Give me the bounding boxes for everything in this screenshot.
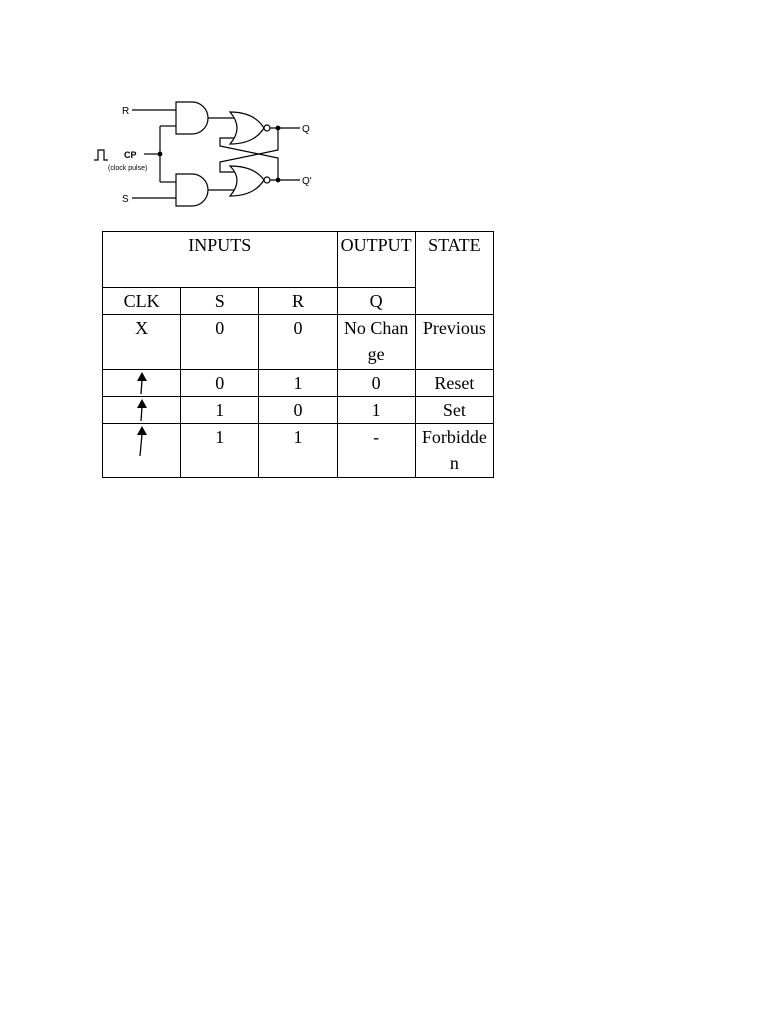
row-clk xyxy=(103,424,181,478)
circuit-label-clock: (clock pulse) xyxy=(108,165,148,172)
row-r: 1 xyxy=(259,424,337,478)
row-clk xyxy=(103,370,181,397)
up-arrow-icon xyxy=(135,372,149,394)
circuit-label-cp: CP xyxy=(124,150,137,160)
row-r: 0 xyxy=(259,315,337,370)
header-state: STATE xyxy=(415,232,493,315)
row-q: - xyxy=(337,424,415,478)
row-q: No Change xyxy=(337,315,415,370)
row-clk xyxy=(103,397,181,424)
header-s: S xyxy=(181,288,259,315)
table-row xyxy=(103,397,494,424)
row-s: 0 xyxy=(181,315,259,370)
row-s: 1 xyxy=(181,397,259,424)
row-s: 1 xyxy=(181,424,259,478)
row-clk: X xyxy=(103,315,181,370)
sr-flip-flop-circuit-diagram xyxy=(88,92,328,212)
row-q: 1 xyxy=(337,397,415,424)
up-arrow-icon xyxy=(135,426,149,456)
truth-table xyxy=(102,231,494,478)
row-state: Forbidden xyxy=(415,424,493,478)
row-state: Previous xyxy=(415,315,493,370)
header-inputs: INPUTS xyxy=(103,232,338,288)
header-clk: CLK xyxy=(103,288,181,315)
header-q: Q xyxy=(337,288,415,315)
circuit-label-r: R xyxy=(122,106,130,117)
row-r: 1 xyxy=(259,370,337,397)
circuit-label-qbar: Q' xyxy=(302,176,312,187)
row-s: 0 xyxy=(181,370,259,397)
header-output: OUTPUT xyxy=(337,232,415,288)
row-state: Reset xyxy=(415,370,493,397)
table-row xyxy=(103,424,494,478)
row-r: 0 xyxy=(259,397,337,424)
circuit-label-s: S xyxy=(122,194,129,205)
row-q: 0 xyxy=(337,370,415,397)
circuit-label-q: Q xyxy=(302,124,310,135)
row-state: Set xyxy=(415,397,493,424)
table-header-row xyxy=(103,232,494,288)
table-row xyxy=(103,315,494,370)
table-row xyxy=(103,370,494,397)
up-arrow-icon xyxy=(135,399,149,421)
header-r: R xyxy=(259,288,337,315)
